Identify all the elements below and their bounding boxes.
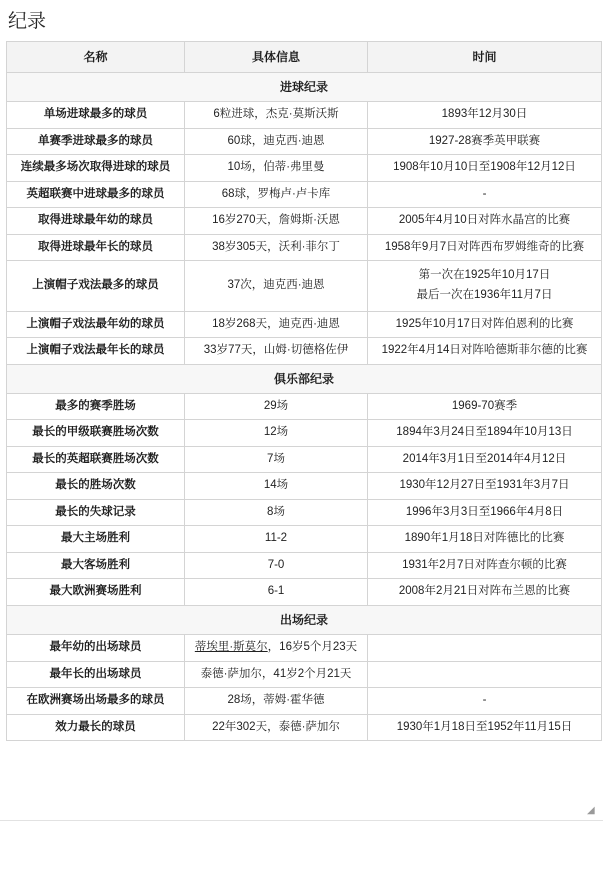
- page-divider: [0, 820, 603, 821]
- record-name: 连续最多场次取得进球的球员: [7, 155, 185, 182]
- record-name: 最多的赛季胜场: [7, 393, 185, 420]
- record-time-line: 最后一次在1936年11月7日: [416, 288, 553, 301]
- record-name: 单场进球最多的球员: [7, 102, 185, 129]
- record-info: 22年302天，泰德·萨加尔: [185, 714, 368, 741]
- table-row: [7, 420, 602, 447]
- column-header-name: 名称: [7, 42, 185, 73]
- record-name: 取得进球最年长的球员: [7, 234, 185, 261]
- record-time: -: [368, 688, 602, 715]
- section-heading-club: 俱乐部纪录: [7, 364, 602, 393]
- table-row: [7, 635, 602, 662]
- record-info: 7-0: [185, 552, 368, 579]
- record-info: 18岁268天，迪克西·迪恩: [185, 311, 368, 338]
- header-row: [7, 42, 602, 73]
- record-time-line: 第一次在1925年10月17日: [418, 269, 551, 282]
- table-header: [7, 42, 602, 73]
- table-row: [7, 688, 602, 715]
- table-row: [7, 311, 602, 338]
- record-time: 1927-28赛季英甲联赛: [368, 128, 602, 155]
- table-row: [7, 181, 602, 208]
- record-time: [368, 635, 602, 662]
- record-info: 60球，迪克西·迪恩: [185, 128, 368, 155]
- record-info: 33岁77天，山姆·切德格佐伊: [185, 338, 368, 365]
- record-time: 1969-70赛季: [368, 393, 602, 420]
- section-heading-row: [7, 605, 602, 634]
- records-table: [6, 41, 602, 741]
- player-link[interactable]: 蒂埃里·斯莫尔: [194, 641, 268, 654]
- record-time: 1958年9月7日对阵西布罗姆维奇的比赛: [368, 234, 602, 261]
- record-time: 1996年3月3日至1966年4月8日: [368, 499, 602, 526]
- record-name: 效力最长的球员: [7, 714, 185, 741]
- table-row: [7, 714, 602, 741]
- record-name: 最长的英超联赛胜场次数: [7, 446, 185, 473]
- record-time: 1930年1月18日至1952年11月15日: [368, 714, 602, 741]
- table-row: [7, 446, 602, 473]
- page-title: 纪录: [8, 11, 47, 32]
- record-time: 1922年4月14日对阵哈德斯菲尔德的比赛: [368, 338, 602, 365]
- record-info: 6-1: [185, 579, 368, 606]
- record-info-rest: ，16岁5个月23天: [267, 641, 358, 654]
- table-row: [7, 579, 602, 606]
- record-name: 上演帽子戏法最年长的球员: [7, 338, 185, 365]
- table-row: [7, 208, 602, 235]
- table-row: [7, 393, 602, 420]
- record-info: 12场: [185, 420, 368, 447]
- column-header-info: 具体信息: [185, 42, 368, 73]
- scroll-corner-icon: ◢: [587, 805, 595, 816]
- column-header-time: 时间: [368, 42, 602, 73]
- record-name: 最长的甲级联赛胜场次数: [7, 420, 185, 447]
- record-time: 2014年3月1日至2014年4月12日: [368, 446, 602, 473]
- record-name: 最大客场胜利: [7, 552, 185, 579]
- section-heading-row: [7, 73, 602, 102]
- record-time: -: [368, 181, 602, 208]
- record-name: 最长的失球记录: [7, 499, 185, 526]
- record-time: 1925年10月17日对阵伯恩利的比赛: [368, 311, 602, 338]
- record-name: 最长的胜场次数: [7, 473, 185, 500]
- record-info: 28场，蒂姆·霍华德: [185, 688, 368, 715]
- table-row: [7, 102, 602, 129]
- record-info: 11-2: [185, 526, 368, 553]
- record-time: 2008年2月21日对阵布兰恩的比赛: [368, 579, 602, 606]
- record-name: 取得进球最年幼的球员: [7, 208, 185, 235]
- record-time: [368, 261, 602, 311]
- record-time: 1893年12月30日: [368, 102, 602, 129]
- record-info: 29场: [185, 393, 368, 420]
- record-info: 14场: [185, 473, 368, 500]
- record-info: 68球，罗梅卢·卢卡库: [185, 181, 368, 208]
- record-time: 1931年2月7日对阵查尔顿的比赛: [368, 552, 602, 579]
- record-info: 8场: [185, 499, 368, 526]
- record-name: 英超联赛中进球最多的球员: [7, 181, 185, 208]
- record-name: 在欧洲赛场出场最多的球员: [7, 688, 185, 715]
- record-info: 7场: [185, 446, 368, 473]
- record-name: 上演帽子戏法最多的球员: [7, 261, 185, 311]
- table-row: [7, 526, 602, 553]
- record-name: 最大主场胜利: [7, 526, 185, 553]
- table-row: [7, 128, 602, 155]
- record-info: [185, 635, 368, 662]
- section-heading-goals: 进球纪录: [7, 73, 602, 102]
- record-info: 38岁305天，沃利·菲尔丁: [185, 234, 368, 261]
- section-heading-row: [7, 364, 602, 393]
- record-time: 2005年4月10日对阵水晶宫的比赛: [368, 208, 602, 235]
- table-row: [7, 338, 602, 365]
- record-info: 10场，伯蒂·弗里曼: [185, 155, 368, 182]
- record-name: 最大欧洲赛场胜利: [7, 579, 185, 606]
- table-body: [7, 73, 602, 741]
- table-row: [7, 261, 602, 311]
- table-row: [7, 473, 602, 500]
- table-row: [7, 661, 602, 688]
- record-time: 1890年1月18日对阵德比的比赛: [368, 526, 602, 553]
- record-name: 最年幼的出场球员: [7, 635, 185, 662]
- record-info: 37次，迪克西·迪恩: [185, 261, 368, 311]
- record-name: 最年长的出场球员: [7, 661, 185, 688]
- record-time: 1930年12月27日至1931年3月7日: [368, 473, 602, 500]
- record-info: 16岁270天，詹姆斯·沃恩: [185, 208, 368, 235]
- record-info: 泰德·萨加尔，41岁2个月21天: [185, 661, 368, 688]
- record-time: 1908年10月10日至1908年12月12日: [368, 155, 602, 182]
- table-row: [7, 552, 602, 579]
- record-time: 1894年3月24日至1894年10月13日: [368, 420, 602, 447]
- record-name: 上演帽子戏法最年幼的球员: [7, 311, 185, 338]
- table-row: [7, 155, 602, 182]
- record-info: 6粒进球，杰克·莫斯沃斯: [185, 102, 368, 129]
- table-row: [7, 499, 602, 526]
- record-time: [368, 661, 602, 688]
- record-name: 单赛季进球最多的球员: [7, 128, 185, 155]
- section-heading-appearances: 出场纪录: [7, 605, 602, 634]
- table-row: [7, 234, 602, 261]
